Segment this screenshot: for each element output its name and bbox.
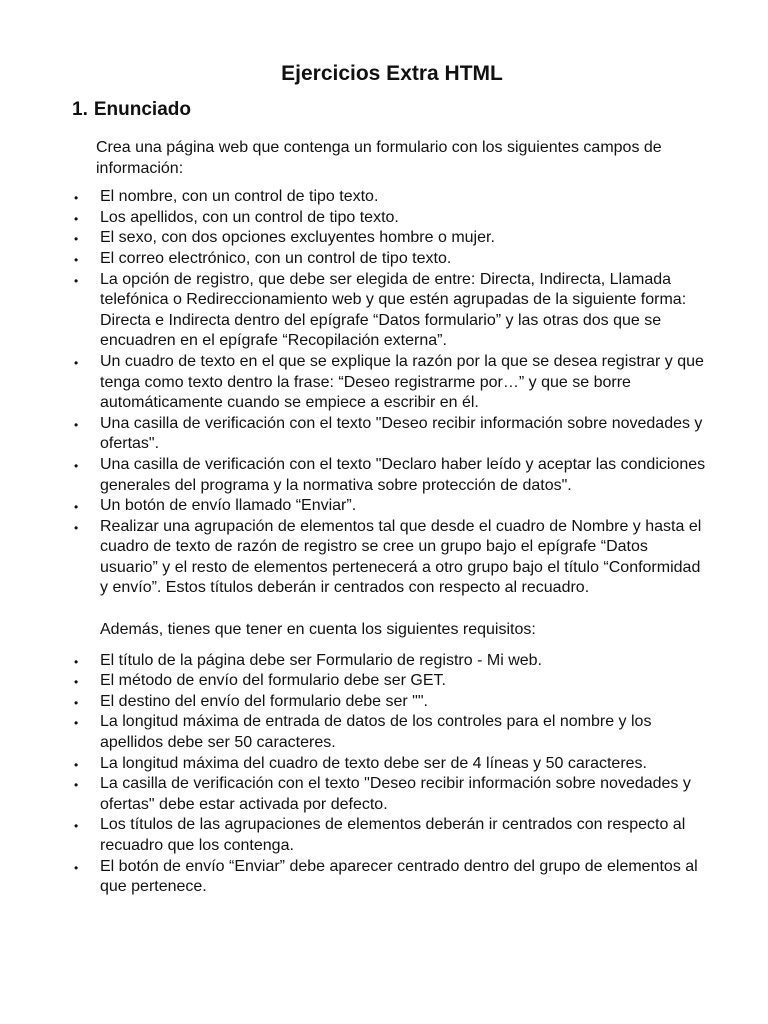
bullet-icon: • (74, 458, 79, 473)
requirement-list-item (72, 754, 708, 775)
bullet-icon: • (74, 520, 79, 535)
requirement-list-item-text: El título de la página debe ser Formulario de registro - Mi web. (100, 651, 542, 669)
bullet-icon: • (74, 252, 79, 267)
field-list-item (72, 187, 708, 208)
intro-paragraph: Crea una página web que contenga un formulario con los siguientes campos de información: (96, 139, 662, 177)
field-list-item-text: Un cuadro de texto en el que se explique la razón por la que se desea registrar y que tenga como texto dentro la frase: “Deseo registrarme por…” y que se borre automáticamente cuando se empiece a escribir en él. (100, 352, 704, 412)
requirements-list (72, 651, 708, 898)
field-list-item (72, 228, 708, 249)
requirement-list-item-text: El método de envío del formulario debe ser GET. (100, 672, 446, 690)
requirements-intro-paragraph: Además, tienes que tener en cuenta los siguientes requisitos: (100, 621, 536, 639)
requirement-list-item-text: La longitud máxima de entrada de datos de los controles para el nombre y los apellidos debe ser 50 caracteres. (100, 713, 652, 752)
requirement-list-item (72, 692, 708, 713)
bullet-icon: • (74, 654, 79, 669)
field-list-item (72, 496, 708, 517)
form-fields-list (72, 187, 708, 599)
field-list-item (72, 414, 708, 455)
field-list-item-text: El correo electrónico, con un control de tipo texto. (100, 249, 452, 267)
field-list-item (72, 517, 708, 599)
bullet-icon: • (74, 232, 79, 247)
requirement-list-item (72, 651, 708, 672)
bullet-icon: • (74, 500, 79, 515)
requirement-list-item-text: La longitud máxima del cuadro de texto debe ser de 4 líneas y 50 caracteres. (100, 754, 647, 772)
bullet-icon: • (74, 716, 79, 731)
requirement-list-item-text: La casilla de verificación con el texto "Deseo recibir información sobre novedades y ofertas" debe estar activada por defecto. (100, 775, 691, 813)
requirement-list-item (72, 712, 708, 753)
section-heading (72, 96, 708, 124)
bullet-icon: • (74, 695, 79, 710)
bullet-icon: • (74, 819, 79, 834)
requirement-list-item (72, 815, 708, 856)
requirement-list-item (72, 671, 708, 692)
requirement-list-item-text: El destino del envío del formulario debe ser "". (100, 692, 428, 710)
field-list-item (72, 208, 708, 229)
field-list-item-text: El nombre, con un control de tipo texto. (100, 188, 379, 206)
bullet-icon: • (74, 355, 79, 370)
document-title: Ejercicios Extra HTML (281, 62, 503, 85)
field-list-item-text: Un botón de envío llamado “Enviar”. (100, 497, 357, 515)
field-list-item-text: Una casilla de verificación con el texto "Declaro haber leído y aceptar las condiciones generales del programa y la normativa sobre protección de datos". (100, 455, 706, 494)
field-list-item-text: La opción de registro, que debe ser elegida de entre: Directa, Indirecta, Llamada telefónica o Redireccionamiento web y que estén agrupadas de la siguiente forma: Directa e Indirecta dentro del epígrafe “Datos formulario” y las otras dos que se encuadren en el epígrafe “Recopilación externa”. (100, 270, 687, 350)
bullet-icon: • (74, 417, 79, 432)
bullet-icon: • (74, 778, 79, 793)
field-list-item-text: El sexo, con dos opciones excluyentes hombre o mujer. (100, 229, 495, 247)
bullet-icon: • (74, 860, 79, 875)
field-list-item (72, 352, 708, 414)
requirement-list-item-text: El botón de envío “Enviar” debe aparecer centrado dentro del grupo de elementos al que pertenece. (100, 857, 698, 896)
bullet-icon: • (74, 191, 79, 206)
field-list-item-text: Una casilla de verificación con el texto "Deseo recibir información sobre novedades y ofertas". (100, 414, 703, 453)
requirement-list-item (72, 857, 708, 898)
bullet-icon: • (74, 757, 79, 772)
field-list-item (72, 249, 708, 270)
field-list-item-text: Realizar una agrupación de elementos tal que desde el cuadro de Nombre y hasta el cuadro de texto de razón de registro se cree un grupo bajo el epígrafe “Datos usuario” y el resto de elementos pertenecerá a otro grupo bajo el título “Conformidad y envío”. Estos títulos deberán ir centrados con respecto al recuadro. (100, 517, 702, 597)
bullet-icon: • (74, 675, 79, 690)
section-number: 1. (72, 99, 88, 120)
requirement-list-item-text: Los títulos de las agrupaciones de elementos deberán ir centrados con respecto al recuadro que los contenga. (100, 816, 686, 854)
bullet-icon: • (74, 211, 79, 226)
field-list-item-text: Los apellidos, con un control de tipo texto. (100, 208, 399, 226)
bullet-icon: • (74, 273, 79, 288)
field-list-item (72, 270, 708, 352)
field-list-item (72, 455, 708, 496)
requirement-list-item (72, 774, 708, 815)
section-heading-text: Enunciado (93, 99, 191, 120)
